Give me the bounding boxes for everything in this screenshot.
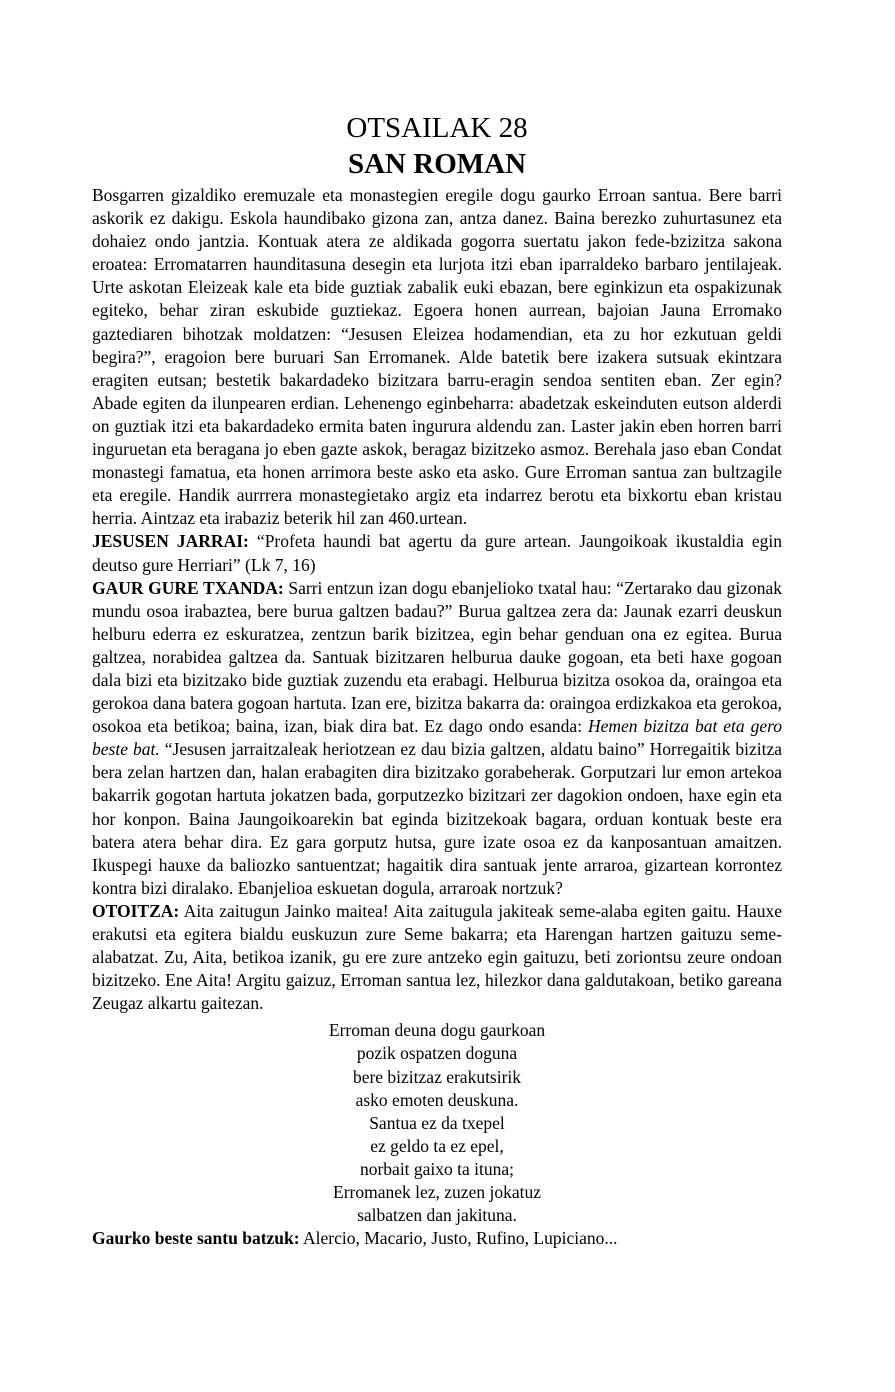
gaur-label: GAUR GURE TXANDA: bbox=[92, 577, 284, 598]
otoitza-paragraph bbox=[92, 900, 782, 1015]
verse-line: Erroman deuna dogu gaurkoan bbox=[328, 1020, 546, 1041]
verse-line: Santua ez da txepel bbox=[369, 1112, 505, 1133]
verse-line: asko emoten deuskuna. bbox=[355, 1089, 519, 1110]
others-text: Alercio, Macario, Justo, Rufino, Lupiciano... bbox=[299, 1228, 618, 1249]
jesusen-paragraph bbox=[92, 530, 782, 576]
verse-line: norbait gaixo ta ituna; bbox=[359, 1158, 515, 1179]
otoitza-label: OTOITZA: bbox=[92, 900, 180, 921]
page-title: OTSAILAK 28 bbox=[346, 112, 528, 144]
jesusen-text: “Profeta haundi bat agertu da gure artean. Jaungoikoak ikustaldia egin deutso gure Herriari” (Lk 7, 16) bbox=[92, 531, 782, 575]
jesusen-label: JESUSEN JARRAI: bbox=[92, 531, 249, 552]
verse-line: pozik ospatzen doguna bbox=[356, 1043, 518, 1064]
otoitza-text: Aita zaitugun Jainko maitea! Aita zaitugula jakiteak seme-alaba egiten gaitu. Hauxe erakutsi eta egitera bialdu euskuzun zure Seme bakarra; eta Harengan hartzen gaituzu seme-alabatzat. Zu, Aita, betikoa izanik, gu ere zure antzeko egin gaituzu, beti zoriontsu zeure ondoan bizitzeko. Ene Aita! Argitu gaizuz, Erroman santua lez, hilezkor dana galdutakoan, betiko gareana Zeugaz alkartu gaitezan. bbox=[92, 900, 782, 1014]
others-paragraph bbox=[92, 1227, 782, 1250]
intro-paragraph: Bosgarren gizaldiko eremuzale eta monastegien eregile dogu gaurko Erroan santua. Bere barri askorik ez dakigu. Eskola haundibako gizona zan, antza danez. Baina berezko zuhurtasunez eta dohaiez ondo jantzia. Kontuak atera ze aldikada gogorra suertatu jakon fede-bzizitza sakona eroatea: Erromatarren haunditasuna desegin eta lurjota itzi eban iparraldeko barbaro jentilajeak. Urte askotan Eleizeak kale eta bide guztiak zabalik euki ebazan, bere eginkizun eta ospakizunak egiteko, behar ziran eskubide guztiekaz. Egoera honen aurrean, bajoian Jauna Erromako gaztediaren bihotzak moldatzen: “Jesusen Eleizea hodamendian, eta zu hor ezkutuan geldi begira?”, eragoion bere buruari San Erromanek. Alde batetik bere izakera sutsuak ekintzara eragiten eutsan; bestetik bakardadeko bizitzara barru-eragin sendoa sentiten eban. Zer egin? Abade egiten da ilunpearen erdian. Lehenengo eginbeharra: abadetzak eskeinduten eutson alderdi on guztiak itzi eta bakardadeko ermita baten ingurura aldendu zan. Laster jakin eben horren barri inguruetan eta beragana jo eben gazte askok, beragaz bizitzeko asmoz. Berehala jaso eban Condat monastegi famatua, eta honen arrimora beste asko eta asko. Gure Erroman santua zan bultzagile eta eregile. Handik aurrrera monastegietako argiz eta indarrez berotu eta bixkortu eban kristau herria. Aintzaz eta irabaziz beterik hil zan 460.urtean. bbox=[92, 185, 782, 529]
gaur-paragraph bbox=[92, 577, 782, 900]
verse-block bbox=[92, 1019, 782, 1227]
verse-line: bere bizitzaz erakutsirik bbox=[352, 1066, 522, 1087]
verse-line: salbatzen dan jakituna. bbox=[357, 1205, 517, 1226]
others-label: Gaurko beste santu batzuk: bbox=[92, 1228, 300, 1249]
verse-line: Erromanek lez, zuzen jokatuz bbox=[333, 1182, 541, 1203]
gaur-emphasis: Hemen bizitza bat eta gero beste bat. bbox=[92, 716, 782, 760]
gaur-text-before: Sarri entzun izan dogu ebanjelioko txatal hau: “Zertarako dau gizonak mundu osoa irabaztea, bere burua galtzen badau?” Burua galtzea zera da: Jaunak ezarri deuskun helburu ederra ez eskuratzea, zentzun barik bizitzea, egin behar genduan ona ez egitea. Burua galtzea, norabidea galtzea da. Santuak bizitzaren helburua dauke gogoan, eta beti haxe gogoan dala bizi eta bizitzako bide guztiak zuzendu eta erabagi. Helburua bizitza osokoa da, oraingoa eta gerokoa dana batera gogoan hartuta. Izan ere, bizitza bakarra da: oraingoa erdizkakoa eta gerokoa, osokoa eta betikoa; baina, izan, biak dira bat. Ez dago ondo esanda: bbox=[92, 577, 782, 737]
saint-name: SAN ROMAN bbox=[347, 148, 527, 180]
gaur-text-after: “Jesusen jarraitzaleak heriotzean ez dau bizia galtzen, aldatu baino” Horregaitik bizitza bera zelan hartzen dan, halan erabagiten dira bizitzako gorabeherak. Gorputzari lur emon artekoa bakarrik gogotan hartuta jokatzen bada, gorputzezko bizitzari zer dagokion ondoen, haxe egin eta hor konpon. Baina Jaungoikoarekin bat eginda bizitzekoak bagara, orduan kontuak beste era batera atera behar dira. Ez gara gorputz hutsa, gure izate osoa ez da kanposantuan amaitzen. Ikuspegi hauxe da baliozko santuentzat; hagaitik dira santuak jente arraroa, gizartean korrontez kontra bizi diralako. Ebanjelioa eskuetan dogula, arraroak nortzuk? bbox=[92, 739, 783, 898]
document-page bbox=[92, 110, 782, 1250]
verse-line: ez geldo ta ez epel, bbox=[370, 1135, 504, 1156]
